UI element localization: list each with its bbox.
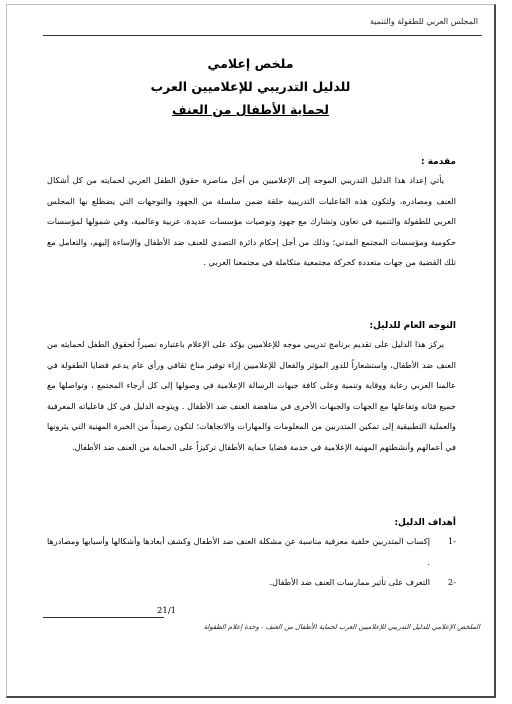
title-block [47, 52, 454, 121]
list-number: -1 [448, 536, 456, 546]
footer-note: الملخص الإعلامي للدليل التدريبي للإعلاميين العرب لحماية الأطفال من العنف - وحدة إعلام الطفولة [203, 623, 480, 631]
page-header: المجلس العربي للطفولة والتنمية [370, 17, 478, 26]
goals-heading: أهداف الدليل: [394, 518, 456, 528]
goals-section [47, 515, 456, 593]
title-line-3: لحماية الأطفال من العنف [171, 102, 330, 117]
document-page [6, 4, 496, 698]
list-text: التعرف على تأثير ممارسات العنف ضد الأطفال. [269, 577, 430, 587]
intro-paragraph: يأتي إعداد هذا الدليل التدريبي الموجه إلى الإعلاميين من أجل مناصرة حقوق الطفل العربي لحمايته من كل أشكال العنف ومصادره، ولتكون هذه الفاعليات التدريبية حلقة ضمن سلسلة من الجهود والتوجهات التي يضطلع بها المجلس العربي للطفولة والتنمية في تعاون وتشارك مع جهود وتوصيات مؤسسات عديدة، عربية وعالمية، وفي شمولها لمؤسسات حكومية ومؤسسات المجتمع المدني؛ وذلك من أجل إحكام دائرة التصدي للعنف ضد الأطفال والإساءة إليهم، والتعامل مع تلك القضية من جهات متعددة كحركة مجتمعية متكاملة في مجتمعنا العربي . [47, 175, 456, 267]
orientation-paragraph: يركز هذا الدليل على تقديم برنامج تدريبي موجه للإعلاميين يؤكد على الإعلام باعتباره نصيراً لحقوق الطفل لحمايته من العنف ضد الأطفال، واستشعاراً للدور المؤثر والفعال للإعلاميين إزاء توفير مناخ ثقافي ورأي عام يدعم قضايا الطفولة في عالمنا العربي رعاية ووقاية وتنمية وعلى كافة جبهات الرسالة الإعلامية في وصولها إلى كل أرجاء المجتمع ، وتواصلها مع جميع فئاته وتفاعلها مع الجهات والجبهات الأخرى في مناهضة العنف ضد الأطفال . ويتوجه الدليل في كل فاعلياته المعرفية والعملية التطبيقية إلى تمكين المتدربين من المعلومات والمهارات والاتجاهات؛ لتكون رصيداً من الخبرة المهنية التي يثرونها في أعمالهم وأنشطتهم المهنية الإعلامية في خدمة قضايا حماية الأطفال تركيزاً على الحماية من العنف ضد الأطفال. [47, 339, 456, 452]
header-divider [43, 35, 482, 36]
title-line-1: ملخص إعلامي [207, 56, 294, 71]
list-item [47, 531, 456, 572]
list-number: -2 [448, 577, 456, 587]
list-item [47, 572, 456, 593]
intro-heading: مقدمة : [420, 157, 456, 167]
list-text: إكساب المتدربين خلفية معرفية مناسبة عن مشكلة العنف ضد الأطفال وكشف أبعادها وأشكالها وأسبابها ومصادرها . [47, 536, 430, 567]
footer-divider [43, 617, 164, 618]
orientation-section [47, 318, 456, 457]
orientation-heading: التوجه العام للدليل: [369, 321, 456, 331]
title-line-2: للدليل التدريبي للإعلاميين العرب [150, 79, 351, 94]
intro-section [47, 154, 456, 273]
page-number: 21/1 [157, 606, 177, 616]
goals-list [47, 531, 456, 593]
